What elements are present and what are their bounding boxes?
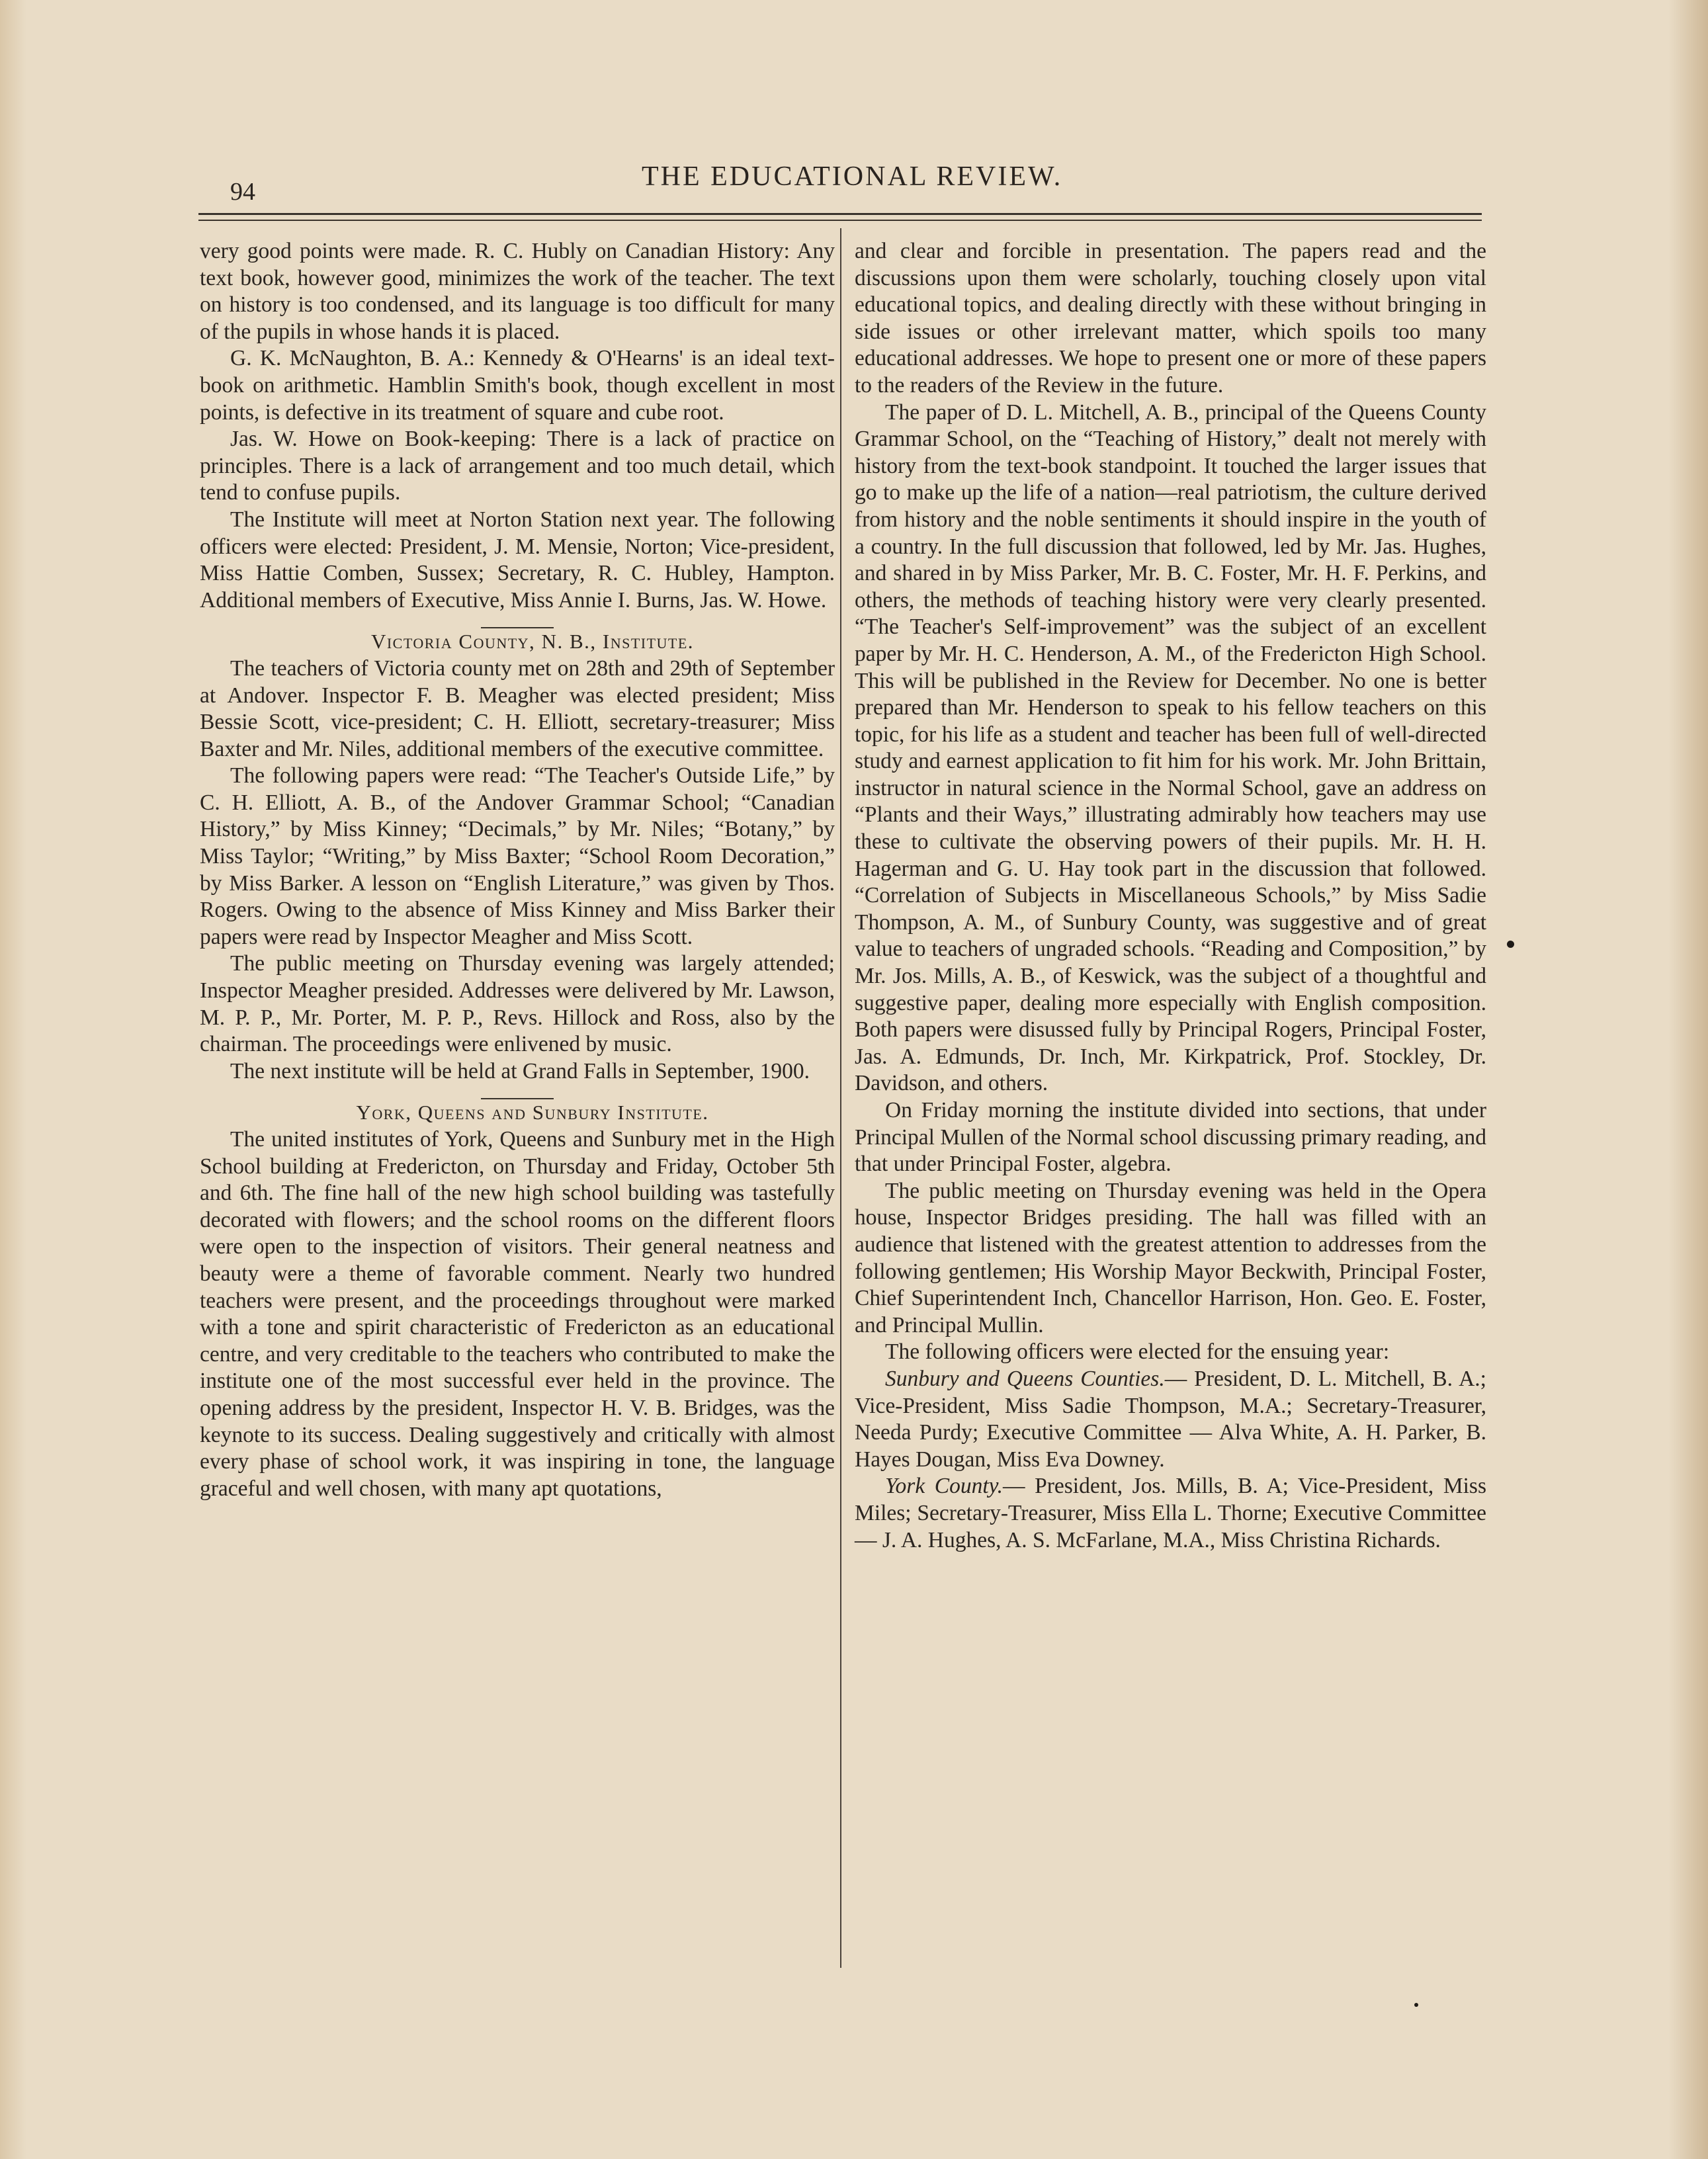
officers-york — [855, 1473, 1486, 1554]
ink-spot — [1414, 2003, 1418, 2007]
paragraph: The Institute will meet at Norton Station next year. The following officers were elected: President, J. M. Mensie, Norton; Vice-president, Miss Hattie Comben, Sussex; Secretary, R. C. Hubley, Hampton. Additional members of Executive, Miss Annie I. Burns, Jas. W. Howe. — [200, 507, 835, 613]
officers-york-label: York County. — [885, 1474, 1003, 1499]
paragraph: and clear and forcible in presentation. The papers read and the discussions upon them were scholarly, touching closely upon vital educational topics, and dealing directly with these without bringing in side issues or other irrelevant matter, which spoils too many educational addresses. We hope to present one or more of these papers to the readers of the Review in the future. — [855, 239, 1486, 398]
section-heading-victoria: Victoria County, N. B., Institute. — [370, 630, 695, 654]
page-number: 94 — [230, 178, 255, 206]
paragraph: On Friday morning the institute divided into sections, that under Principal Mullen of the Normal school discussing primary reading, and that under Principal Foster, algebra. — [855, 1098, 1486, 1177]
paragraph: The united institutes of York, Queens and Sunbury met in the High School building at Fredericton, on Thursday and Friday, October 5th and 6th. The fine hall of the new high school building was tastefully decorated with flowers; and the school rooms on the different floors were open to the inspection of visitors. Their general neatness and beauty were a theme of favorable comment. Nearly two hundred teachers were present, and the proceedings throughout were marked with a tone and spirit characteristic of Fredericton as an educational centre, and very creditable to the teachers who contributed to make the institute one of the most successful ever held in the province. The opening address by the president, Inspector H. V. B. Bridges, was the keynote to its success. Dealing suggestively and critically with almost every phase of school work, it was inspiring in tone, the language graceful and well chosen, with many apt quotations, — [200, 1127, 835, 1501]
paragraph: The public meeting on Thursday evening was largely attended; Inspector Meagher presided. Addresses were delivered by Mr. Lawson, M. P. P., Mr. Porter, M. P. P., Revs. Hillock and Ross, also by the chairman. The proceedings were enlivened by music. — [200, 951, 835, 1057]
left-column — [200, 238, 835, 1502]
paragraph: The following papers were read: “The Teacher's Outside Life,” by C. H. Elliott, A. B., of the Andover Grammar School; “Canadian History,” by Miss Kinney; “Decimals,” by Mr. Niles; “Botany,” by Miss Taylor; “Writing,” by Miss Baxter; “School Room Decoration,” by Miss Barker. A lesson on “English Literature,” was given by Thos. Rogers. Owing to the absence of Miss Kinney and Miss Barker their papers were read by Inspector Meagher and Miss Scott. — [200, 763, 835, 949]
header-rule-bottom — [198, 220, 1482, 221]
paragraph: The teachers of Victoria county met on 28th and 29th of September at Andover. Inspector F. B. Meagher was elected president; Miss Bessie Scott, vice-president; C. H. Elliott, secretary-treasurer; Miss Baxter and Mr. Niles, additional members of the executive committee. — [200, 656, 835, 761]
paragraph: Jas. W. Howe on Book-keeping: There is a lack of practice on principles. There is a lack of arrangement and too much detail, which tend to confuse pupils. — [200, 427, 835, 505]
page-shadow-left — [0, 0, 26, 2159]
section-heading-york: York, Queens and Sunbury Institute. — [356, 1101, 709, 1124]
page-shadow-right — [1668, 0, 1708, 2159]
paragraph: The next institute will be held at Grand Falls in September, 1900. — [230, 1058, 810, 1083]
officers-sunbury-text: — President, D. L. Mitchell, B. A.; Vice-President, Miss Sadie Thompson, M.A.; Secretary-Treasurer, Needa Purdy; Executive Committee — Alva White, A. H. Parker, B. Hayes Dougan, Miss Eva Downey. — [855, 1366, 1486, 1472]
column-divider — [840, 228, 841, 1968]
paragraph: The public meeting on Thursday evening was held in the Opera house, Inspector Bridges presiding. The hall was filled with an audience that listened with the greatest attention to addresses from the following gentlemen; His Worship Mayor Beckwith, Principal Foster, Chief Superintendent Inch, Chancellor Harrison, Hon. Geo. E. Foster, and Principal Mullin. — [855, 1178, 1486, 1337]
paragraph: The paper of D. L. Mitchell, A. B., principal of the Queens County Grammar School, on the “Teaching of History,” dealt not merely with history from the text-book standpoint. It touched the larger issues that go to make up the life of a nation—real patriotism, the culture derived from history and the noble sentiments it should inspire in the youth of a country. In the full discussion that followed, led by Mr. Jas. Hughes, and shared in by Miss Parker, Mr. B. C. Foster, Mr. H. F. Perkins, and others, the methods of teaching history were very clearly presented. “The Teacher's Self-improvement” was the subject of an excellent paper by Mr. H. C. Henderson, A. M., of the Fredericton High School. This will be published in the Review for December. No one is better prepared than Mr. Henderson to speak to his fellow teachers on this topic, for his life as a student and teacher has been full of well-directed study and earnest application to fit him for his work. Mr. John Brittain, instructor in natural science in the Normal School, gave an address on “Plants and their Ways,” illustrating admirably how teachers may use these to cultivate the observing powers of their pupils. Mr. H. H. Hagerman and G. U. Hay took part in the discussion that followed. “Correlation of Subjects in Miscellaneous Schools,” by Miss Sadie Thompson, A. M., of Sunbury County, was suggestive and of great value to teachers of ungraded schools. “Reading and Composition,” by Mr. Jos. Mills, A. B., of Keswick, was the subject of a thoughtful and suggestive paper, dealing more especially with English composition. Both papers were disussed fully by Principal Rogers, Principal Foster, Jas. A. Edmunds, Dr. Inch, Mr. Kirkpatrick, Prof. Stockley, Dr. Davidson, and others. — [855, 400, 1486, 1096]
header-rule-top — [198, 213, 1482, 215]
officers-york-text: — President, Jos. Mills, B. A; Vice-President, Miss Miles; Secretary-Treasurer, Miss Ella L. Thorne; Executive Committee — J. A. Hughes, A. S. McFarlane, M.A., Miss Christina Richards. — [855, 1474, 1486, 1552]
right-column — [855, 238, 1486, 1554]
paragraph: very good points were made. R. C. Hubly on Canadian History: Any text book, however good, minimizes the work of the teacher. The text on history is too condensed, and its language is too difficult for many of the pupils in whose hands it is placed. — [200, 239, 835, 344]
ink-spot — [1507, 941, 1514, 948]
paragraph: G. K. McNaughton, B. A.: Kennedy & O'Hearns' is an ideal text-book on arithmetic. Hamblin Smith's book, though excellent in most points, is defective in its treatment of square and cube root. — [200, 346, 835, 425]
page-header — [198, 157, 1482, 204]
journal-title: THE EDUCATIONAL REVIEW. — [642, 161, 1063, 192]
officers-sunbury-label: Sunbury and Queens Counties. — [885, 1366, 1165, 1391]
paragraph: The following officers were elected for the ensuing year: — [885, 1339, 1390, 1365]
officers-sunbury — [855, 1366, 1486, 1473]
